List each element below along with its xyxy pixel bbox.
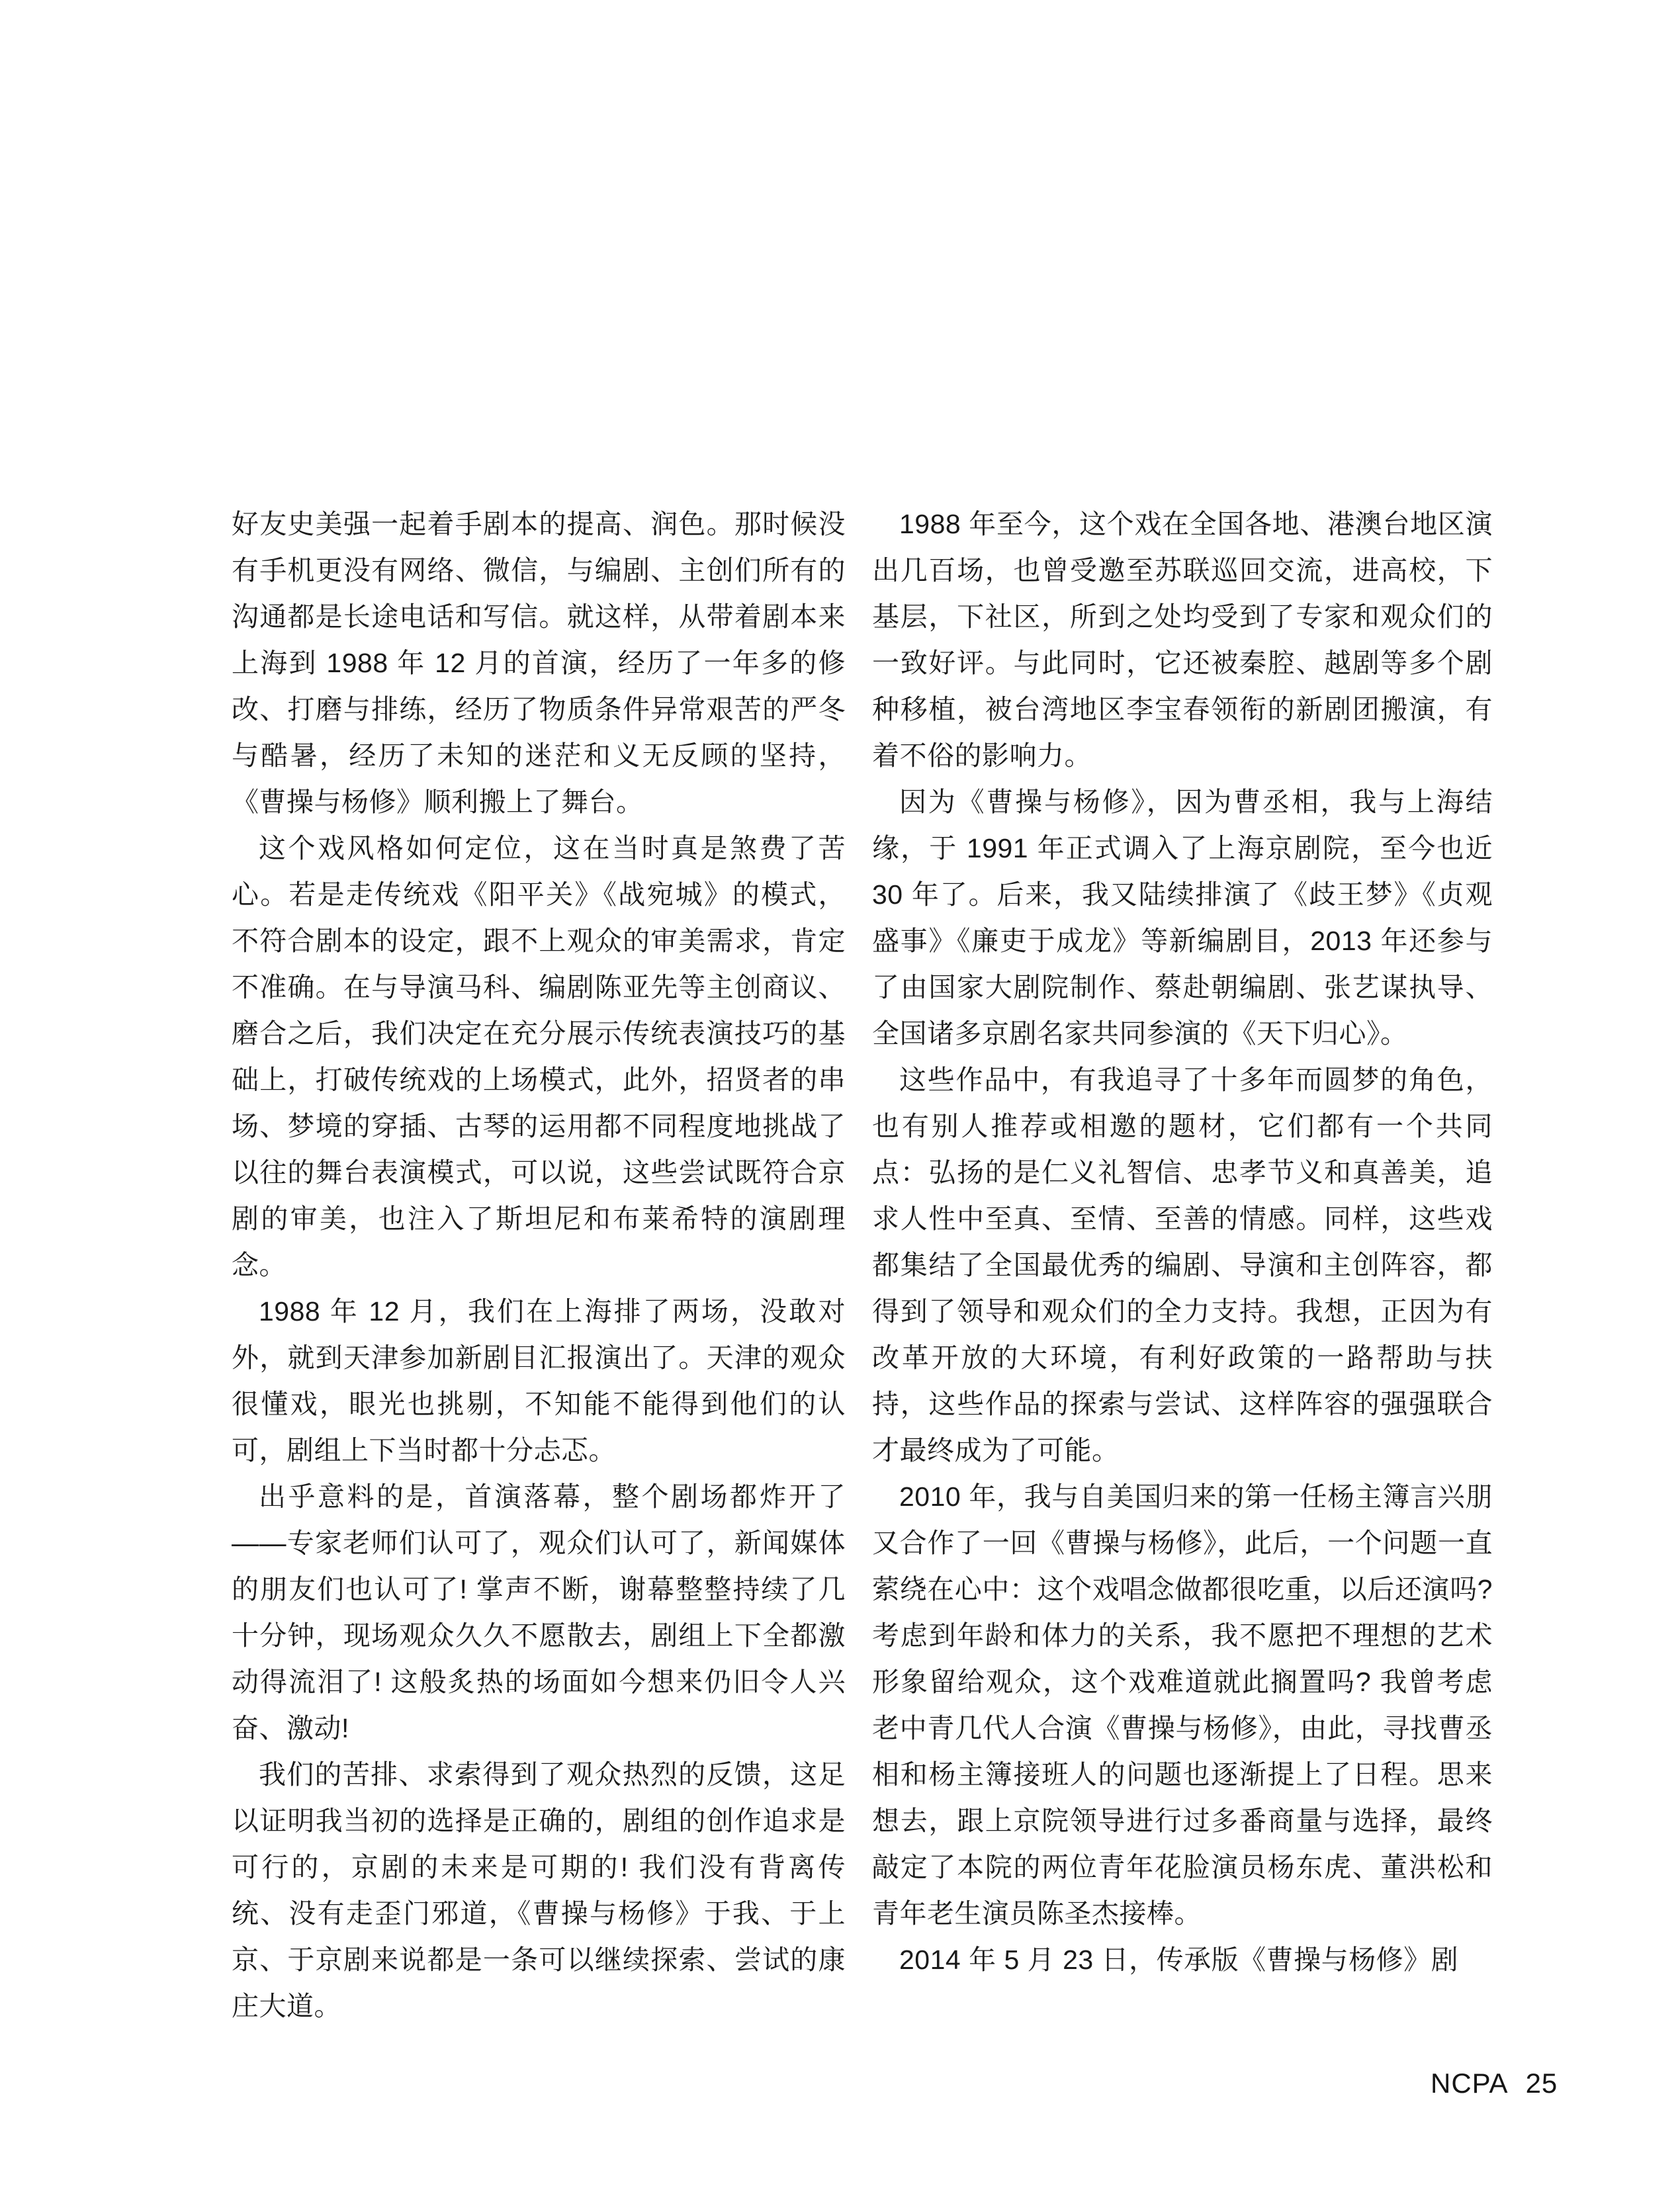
paragraph: 这个戏风格如何定位，这在当时真是煞费了苦心。若是走传统戏《阳平关》《战宛城》的模式，不符合剧本的设定，跟不上观众的审美需求，肯定不准确。在与导演马科、编剧陈亚先等主创商议、磨合之后，我们决定在充分展示传统表演技巧的基础上，打破传统戏的上场模式，此外，招贤者的串场、梦境的穿插、古琴的运用都不同程度地挑战了以往的舞台表演模式，可以说，这些尝试既符合京剧的审美，也注入了斯坦尼和布莱希特的演剧理念。: [232, 833, 846, 1280]
paragraph: 这些作品中，有我追寻了十多年而圆梦的角色，也有别人推荐或相邀的题材，它们都有一个共同点：弘扬的是仁义礼智信、忠孝节义和真善美，追求人性中至真、至情、至善的情感。同样，这些戏都集结了全国最优秀的编剧、导演和主创阵容，都得到了领导和观众们的全力支持。我想，正因为有改革开放的大环境，有利好政策的一路帮助与扶持，这些作品的探索与尝试、这样阵容的强强联合才最终成为了可能。: [872, 1065, 1493, 1466]
paragraph: 2010 年，我与自美国归来的第一任杨主簿言兴朋又合作了一回《曹操与杨修》，此后，一个问题一直萦绕在心中：这个戏唱念做都很吃重，以后还演吗? 考虑到年龄和体力的关系，我不愿把不理想的艺术形象留给观众，这个戏难道就此搁置吗? 我曾考虑老中青几代人合演《曹操与杨修》，由此，寻找曹丞相和杨主簿接班人的问题也逐渐提上了日程。思来想去，跟上京院领导进行过多番商量与选择，最终敲定了本院的两位青年花脸演员杨东虎、董洪松和青年老生演员陈圣杰接棒。: [872, 1481, 1493, 1929]
paragraph: 出乎意料的是，首演落幕，整个剧场都炸开了——专家老师们认可了，观众们认可了，新闻媒体的朋友们也认可了! 掌声不断，谢幕整整持续了几十分钟，现场观众久久不愿散去，剧组上下全都激动得流泪了! 这般炙热的场面如今想来仍旧令人兴奋、激动!: [232, 1481, 846, 1743]
paragraph: 好友史美强一起着手剧本的提高、润色。那时候没有手机更没有网络、微信，与编剧、主创们所有的沟通都是长途电话和写信。就这样，从带着剧本来上海到 1988 年 12 月的首演，经历了一年多的修改、打磨与排练，经历了物质条件异常艰苦的严冬与酷暑，经历了未知的迷茫和义无反顾的坚持，《曹操与杨修》顺利搬上了舞台。: [232, 509, 846, 817]
paragraph: 1988 年至今，这个戏在全国各地、港澳台地区演出几百场，也曾受邀至苏联巡回交流，进高校，下基层，下社区，所到之处均受到了专家和观众们的一致好评。与此同时，它还被秦腔、越剧等多个剧种移植，被台湾地区李宝春领衔的新剧团搬演，有着不俗的影响力。: [872, 509, 1493, 771]
footer-brand: NCPA: [1431, 2068, 1509, 2099]
page-number: 25: [1525, 2068, 1558, 2099]
paragraph: 1988 年 12 月，我们在上海排了两场，没敢对外，就到天津参加新剧目汇报演出了。天津的观众很懂戏，眼光也挑剔，不知能不能得到他们的认可，剧组上下当时都十分忐忑。: [232, 1296, 846, 1466]
paragraph: 2014 年 5 月 23 日，传承版《曹操与杨修》剧: [899, 1945, 1459, 1975]
page-footer: [1431, 2070, 1558, 2097]
paragraph: 因为《曹操与杨修》，因为曹丞相，我与上海结缘，于 1991 年正式调入了上海京剧院，至今也近 30 年了。后来，我又陆续排演了《歧王梦》《贞观盛事》《廉吏于成龙》等新编剧目，2013 年还参与了由国家大剧院制作、蔡赴朝编剧、张艺谋执导、全国诸多京剧名家共同参演的《天下归心》。: [872, 787, 1493, 1049]
text-column-left: [232, 501, 846, 2029]
text-column-right: [872, 501, 1493, 1983]
paragraph: 我们的苦排、求索得到了观众热烈的反馈，这足以证明我当初的选择是正确的，剧组的创作追求是可行的，京剧的未来是可期的! 我们没有背离传统、没有走歪门邪道，《曹操与杨修》于我、于上京、于京剧来说都是一条可以继续探索、尝试的康庄大道。: [232, 1759, 846, 2021]
